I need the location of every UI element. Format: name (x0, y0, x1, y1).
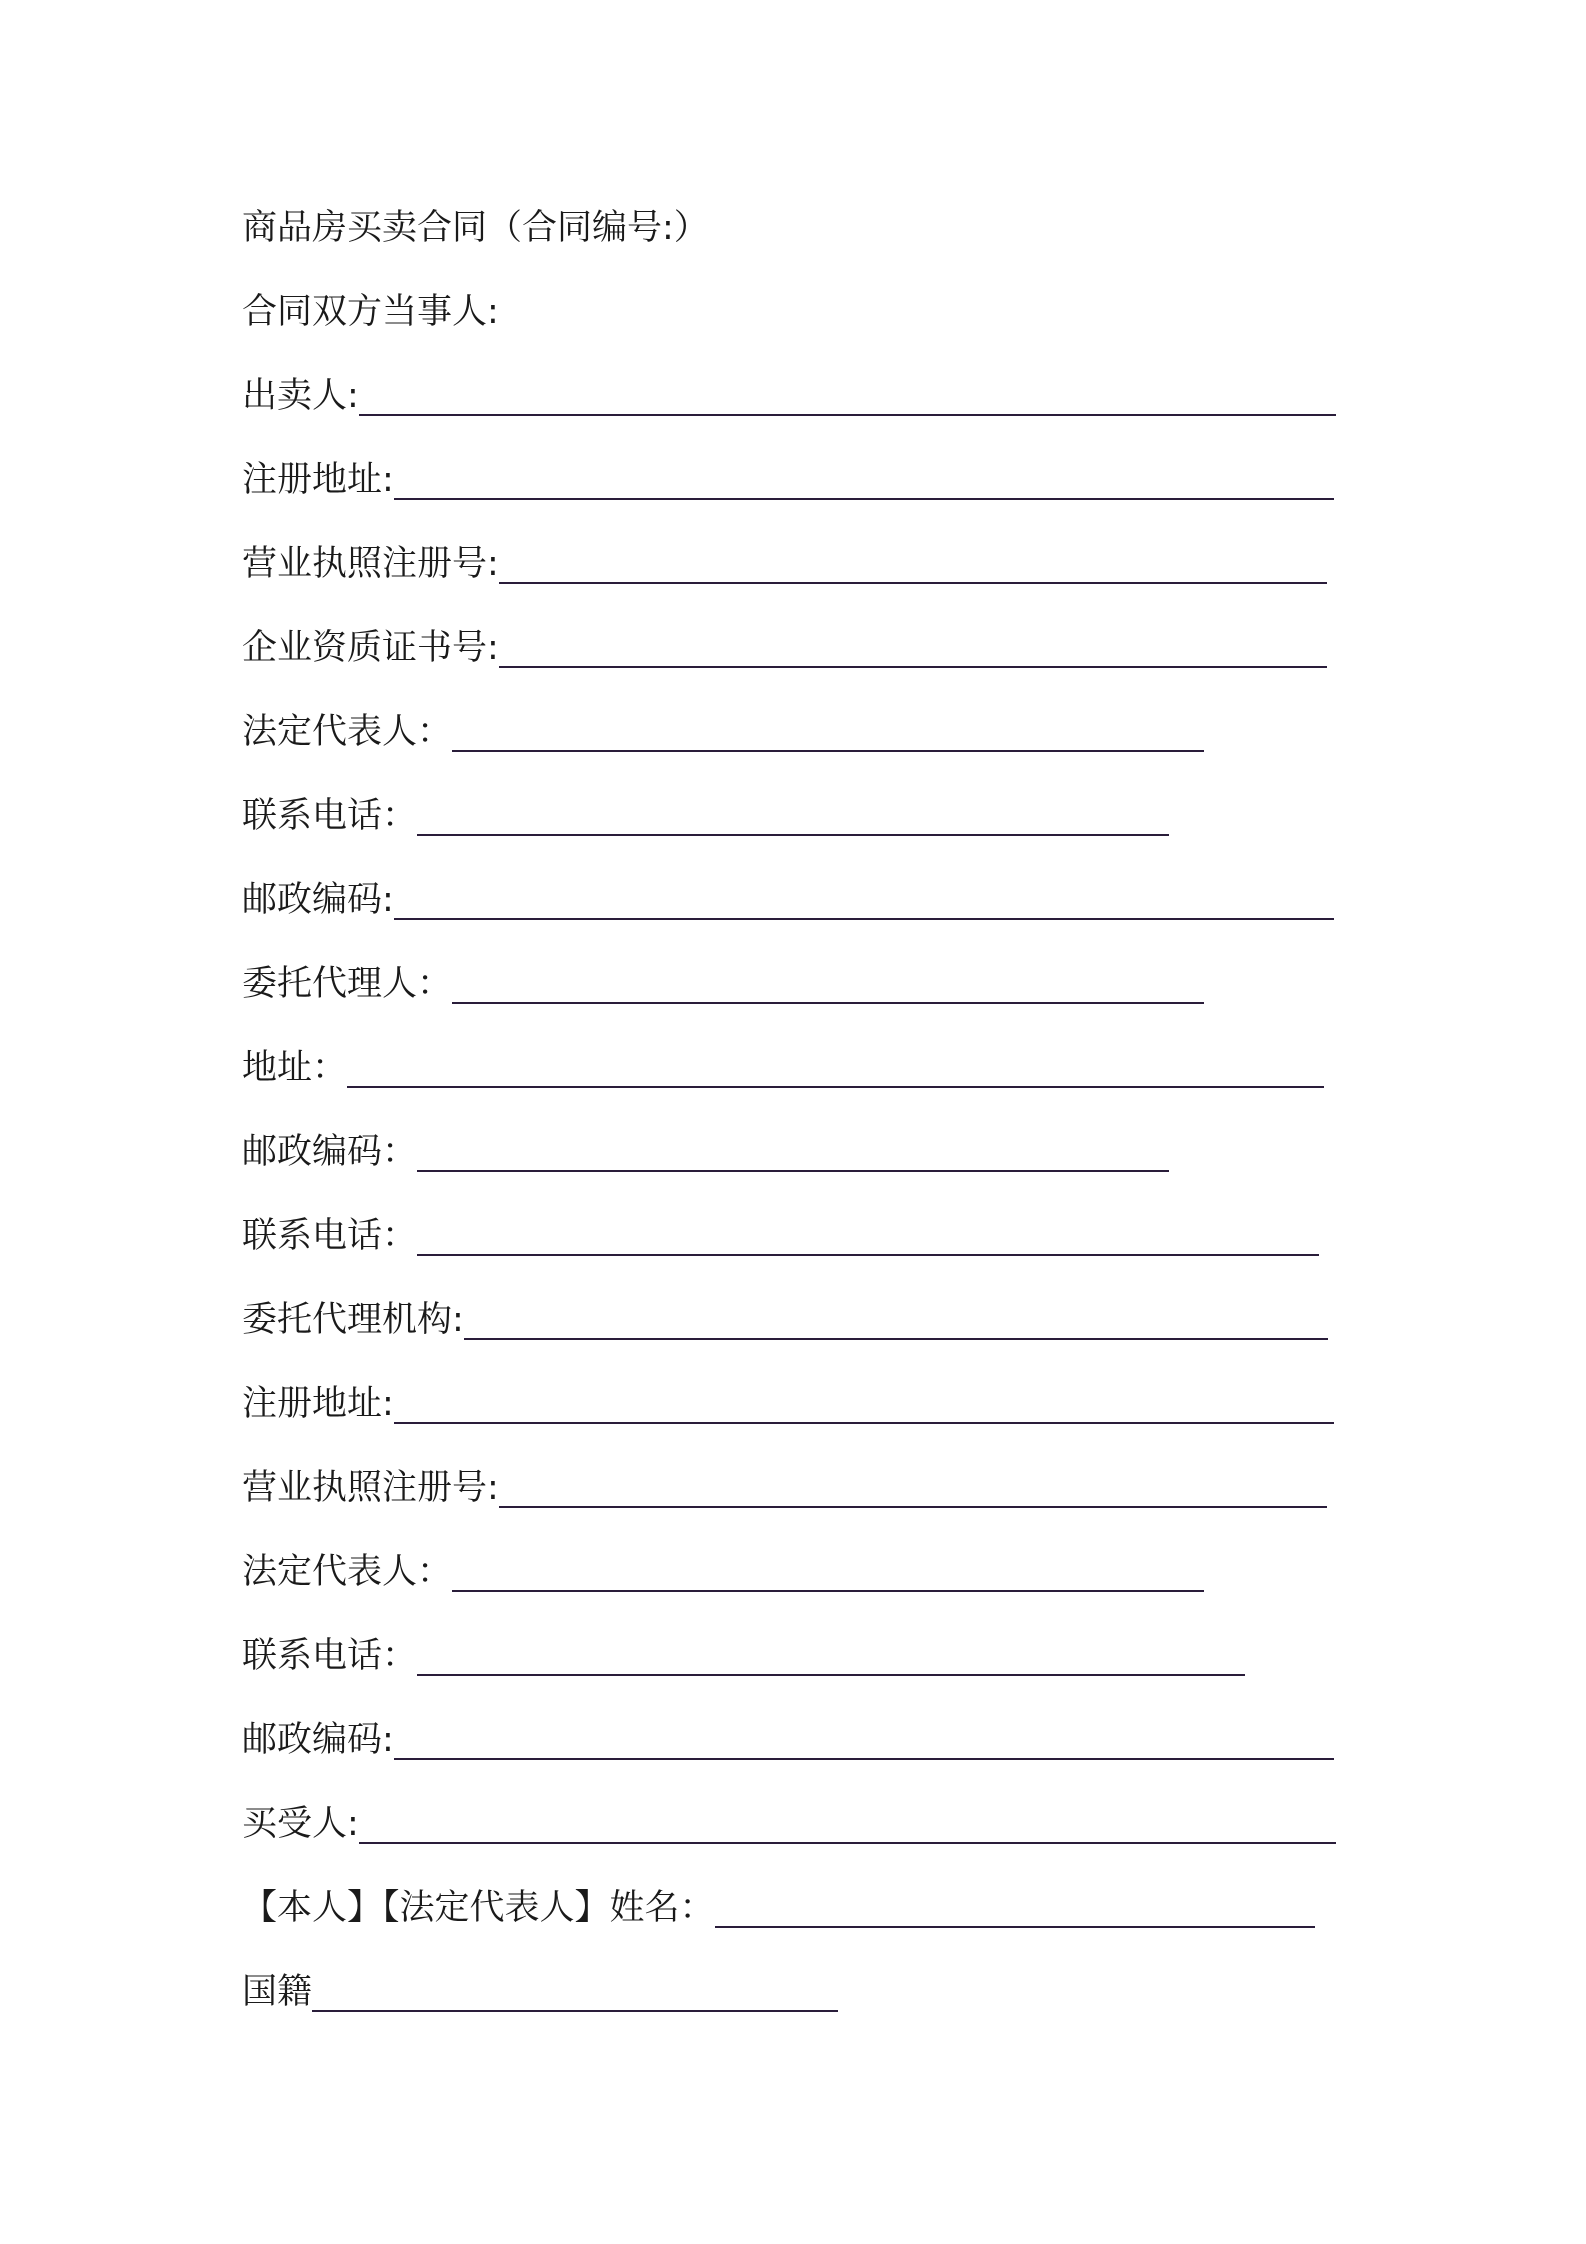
field-row-postal-code (242, 1120, 1169, 1180)
field-label: 国籍 (242, 1972, 313, 2012)
field-row-phone (242, 784, 1169, 844)
field-row-phone (242, 1204, 1319, 1264)
title-text: 商品房买卖合同（合同编号:） (242, 208, 709, 248)
fill-in-blank[interactable] (417, 834, 1169, 836)
field-label: 注册地址: (242, 1384, 394, 1424)
field-row-agent (242, 952, 1204, 1012)
field-row-business-license (242, 532, 1327, 592)
field-label: 注册地址: (242, 460, 394, 500)
fill-in-blank[interactable] (359, 414, 1336, 416)
field-row-phone (242, 1624, 1245, 1684)
field-label: 联系电话： (242, 1636, 418, 1676)
field-label: 邮政编码： (242, 1132, 418, 1172)
field-label: 委托代理人： (242, 964, 453, 1004)
field-label: 出卖人: (242, 376, 359, 416)
field-row-seller (242, 364, 1336, 424)
field-label: 买受人: (242, 1804, 359, 1844)
parties-heading (242, 280, 499, 340)
fill-in-blank[interactable] (499, 582, 1327, 584)
field-row-buyer-name (242, 1876, 1315, 1936)
field-label: 委托代理机构: (242, 1300, 464, 1340)
fill-in-blank[interactable] (715, 1926, 1315, 1928)
field-label: 法定代表人： (242, 712, 453, 752)
fill-in-blank[interactable] (499, 1506, 1327, 1508)
field-row-legal-rep (242, 700, 1204, 760)
fill-in-blank[interactable] (394, 1422, 1334, 1424)
field-row-legal-rep (242, 1540, 1204, 1600)
fill-in-blank[interactable] (312, 2010, 838, 2012)
field-row-registered-address (242, 1372, 1334, 1432)
field-label: 法定代表人： (242, 1552, 453, 1592)
field-row-postal-code (242, 1708, 1334, 1768)
field-label: 联系电话： (242, 1216, 418, 1256)
fill-in-blank[interactable] (359, 1842, 1336, 1844)
field-label: 【本人】【法定代表人】姓名： (242, 1888, 715, 1928)
fill-in-blank[interactable] (394, 1758, 1334, 1760)
field-row-business-license (242, 1456, 1327, 1516)
fill-in-blank[interactable] (452, 750, 1204, 752)
field-row-agency (242, 1288, 1328, 1348)
fill-in-blank[interactable] (452, 1590, 1204, 1592)
field-row-buyer (242, 1792, 1336, 1852)
fill-in-blank[interactable] (394, 498, 1334, 500)
field-label: 企业资质证书号: (242, 628, 499, 668)
fill-in-blank[interactable] (417, 1674, 1245, 1676)
field-label: 邮政编码: (242, 880, 394, 920)
field-row-postal-code (242, 868, 1334, 928)
fill-in-blank[interactable] (452, 1002, 1204, 1004)
field-row-registered-address (242, 448, 1334, 508)
fill-in-blank[interactable] (347, 1086, 1324, 1088)
field-label: 邮政编码: (242, 1720, 394, 1760)
field-label: 地址： (242, 1048, 348, 1088)
fill-in-blank[interactable] (417, 1170, 1169, 1172)
field-row-nationality (242, 1960, 838, 2020)
fill-in-blank[interactable] (499, 666, 1327, 668)
fill-in-blank[interactable] (394, 918, 1334, 920)
field-row-address (242, 1036, 1324, 1096)
field-label: 联系电话： (242, 796, 418, 836)
fill-in-blank[interactable] (464, 1338, 1328, 1340)
document-title (242, 196, 709, 256)
field-row-qualification-cert (242, 616, 1327, 676)
field-label: 营业执照注册号: (242, 544, 499, 584)
field-label: 营业执照注册号: (242, 1468, 499, 1508)
parties-heading-text: 合同双方当事人: (242, 292, 499, 332)
fill-in-blank[interactable] (417, 1254, 1319, 1256)
